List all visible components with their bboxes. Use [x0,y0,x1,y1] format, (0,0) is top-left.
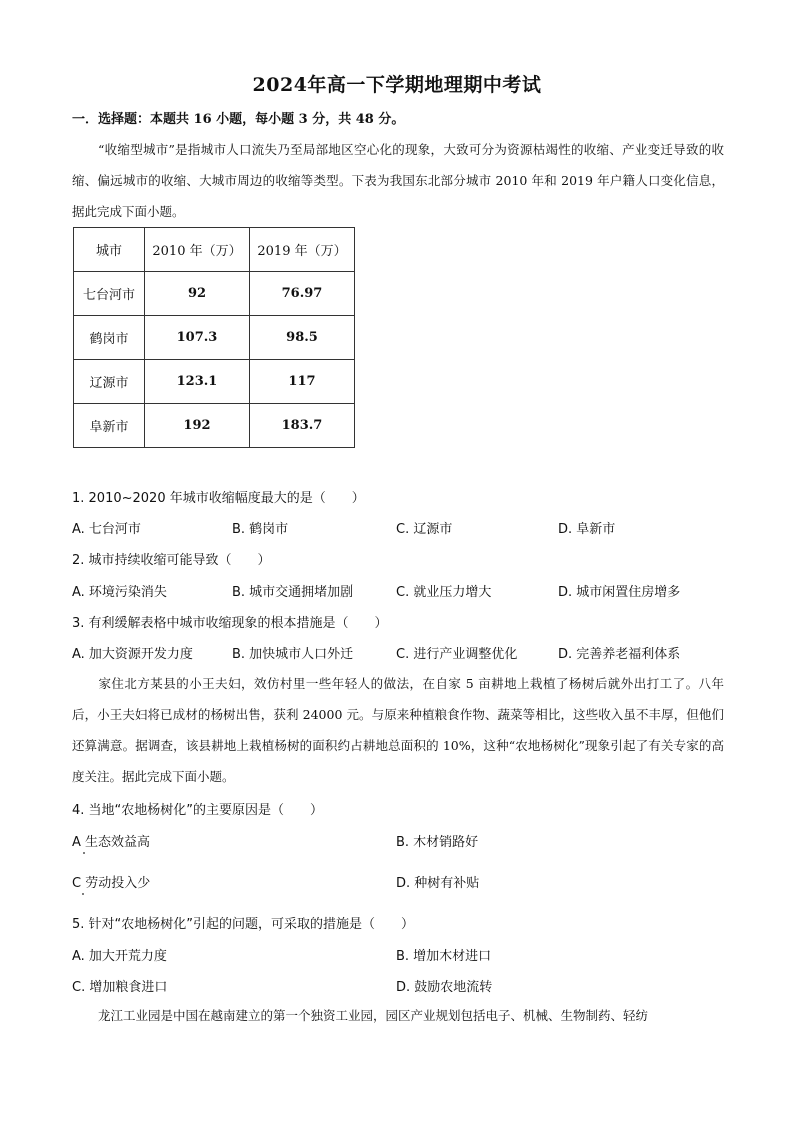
section-heading: 一．选择题：本题共 16 小题，每小题 3 分，共 48 分。 [72,112,405,127]
table-cell-city: 辽源市 [74,360,145,404]
table-cell-2010: 92 [145,272,250,316]
question-2-option-a[interactable]: A. 环境污染消失 [72,585,167,600]
passage-text: “收缩型城市”是指城市人口流失乃至局部地区空心化的现象，大致可分为资源枯竭性的收缩、产业变迁导致的收缩、偏远城市的收缩、大城市周边的收缩等类型。下表为我国东北部分城市 2010 年和 2019 年户籍人口变化信息，据此完成下面小题。 [72,142,724,219]
question-3-option-b[interactable]: B. 加快城市人口外迁 [232,647,354,662]
question-5-stem: 5. 针对“农地杨树化”引起的问题，可采取的措施是（ ） [72,917,415,932]
question-1-option-c[interactable]: C. 辽源市 [396,522,453,537]
table-cell-2010: 107.3 [145,316,250,360]
question-2-option-c[interactable]: C. 就业压力增大 [396,585,492,600]
question-1-option-a[interactable]: A. 七台河市 [72,522,141,537]
passage-text: 家住北方某县的小王夫妇，效仿村里一些年轻人的做法，在自家 5 亩耕地上栽植了杨树后就外出打工了。八年后，小王夫妇将已成材的杨树出售，获利 24000 元。与原来种植粮食作物、蔬菜等相比，这些收入虽不丰厚，但他们还算满意。据调查，该县耕地上栽植杨树的面积约占耕地总面积的 10%，这种“农地杨树化”现象引起了有关专家的高度关注。据此完成下面小题。 [72,676,724,784]
table-row [74,360,355,404]
question-2-option-b[interactable]: B. 城市交通拥堵加剧 [232,585,354,600]
question-3-option-a[interactable]: A. 加大资源开发力度 [72,647,193,662]
question-2-option-d[interactable]: D. 城市闲置住房增多 [558,585,681,600]
table-header: 2019 年（万） [250,228,355,272]
question-4-option-a[interactable]: A 生态效益高 [72,835,151,850]
table-cell-2010: 123.1 [145,360,250,404]
population-table [73,227,355,448]
table-row [74,404,355,448]
question-5-option-a[interactable]: A. 加大开荒力度 [72,949,167,964]
table-cell-2019: 117 [250,360,355,404]
table-cell-city: 阜新市 [74,404,145,448]
table-cell-2019: 98.5 [250,316,355,360]
question-4-option-c[interactable]: C 劳动投入少 [72,876,151,891]
question-5-option-b[interactable]: B. 增加木材进口 [396,949,492,964]
question-4-option-d[interactable]: D. 种树有补贴 [396,876,480,891]
question-5-option-d[interactable]: D. 鼓励农地流转 [396,980,493,995]
question-1-option-d[interactable]: D. 阜新市 [558,522,616,537]
table-cell-2019: 183.7 [250,404,355,448]
table-row [74,272,355,316]
page-title: 2024年高一下学期地理期中考试 [252,74,542,96]
table-header: 城市 [74,228,145,272]
print-dot [82,893,84,895]
table-cell-2019: 76.97 [250,272,355,316]
table-header-row [74,228,355,272]
question-1-option-b[interactable]: B. 鹤岗市 [232,522,289,537]
table-cell-city: 七台河市 [74,272,145,316]
passage-text: 龙江工业园是中国在越南建立的第一个独资工业园，园区产业规划包括电子、机械、生物制药、轻纺 [98,1008,649,1023]
question-4-option-b[interactable]: B. 木材销路好 [396,835,479,850]
table-header: 2010 年（万） [145,228,250,272]
table-cell-2010: 192 [145,404,250,448]
passage-industrial-park [72,1000,724,1031]
question-3-stem: 3. 有利缓解表格中城市收缩现象的根本措施是（ ） [72,616,388,631]
question-4-stem: 4. 当地“农地杨树化”的主要原因是（ ） [72,803,324,818]
print-dot [83,852,85,854]
table-cell-city: 鹤岗市 [74,316,145,360]
question-3-option-c[interactable]: C. 进行产业调整优化 [396,647,518,662]
question-3-option-d[interactable]: D. 完善养老福利体系 [558,647,681,662]
question-1-stem: 1. 2010~2020 年城市收缩幅度最大的是（ ） [72,491,365,506]
table-row [74,316,355,360]
passage-farmland-poplar [72,668,724,792]
passage-shrinking-cities [72,134,724,227]
question-2-stem: 2. 城市持续收缩可能导致（ ） [72,553,271,568]
question-5-option-c[interactable]: C. 增加粮食进口 [72,980,168,995]
